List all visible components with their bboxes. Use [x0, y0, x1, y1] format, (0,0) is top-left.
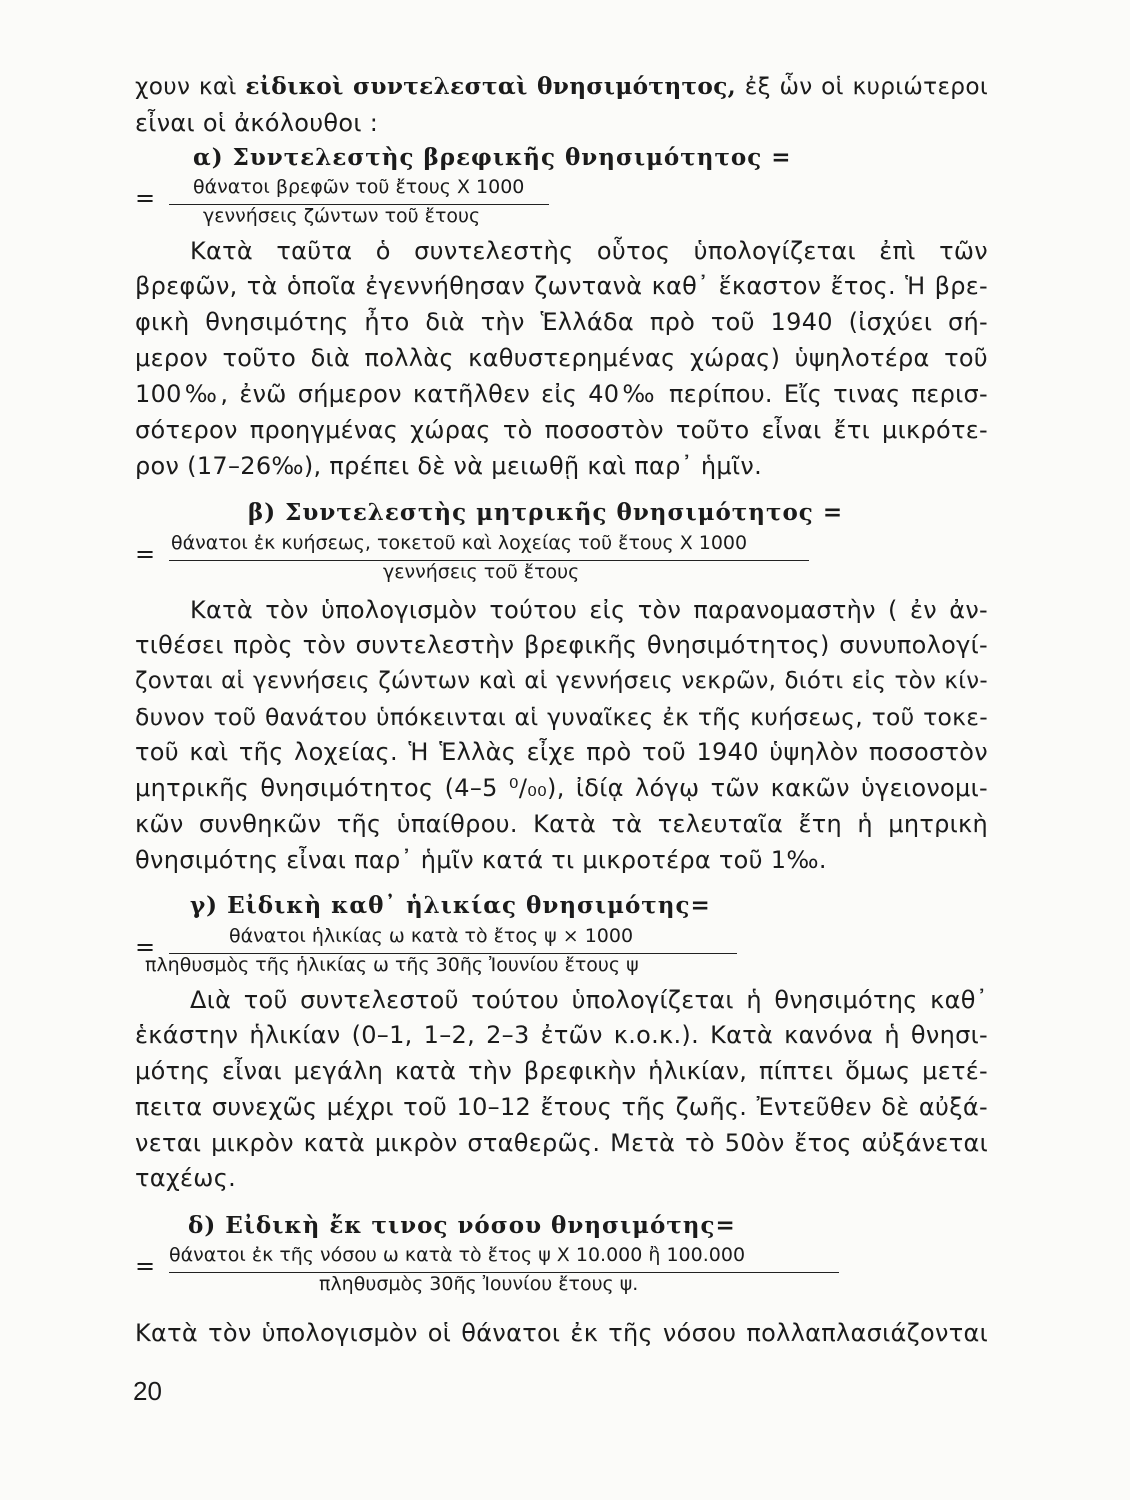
equals-sign: =	[135, 184, 156, 212]
paragraph-c-line: μότης εἶναι μεγάλη κατὰ τὴν βρεφικὴν ἡλικίαν, πίπτει ὅμως μετέ-	[135, 1057, 988, 1085]
formula-numerator: θάνατοι ἐκ τῆς νόσου ω κατὰ τὸ ἔτος ψ Χ 10.000 ἢ 100.000	[169, 1244, 746, 1266]
page-number: 20	[133, 1376, 162, 1406]
heading-maternal-mortality: β) Συντελεστὴς μητρικῆς θνησιμότητος =	[248, 499, 844, 526]
heading-disease-specific-mortality: δ) Εἰδικὴ ἔκ τινος νόσου θνησιμότης=	[188, 1212, 736, 1239]
paragraph-b-line: τοῦ καὶ τῆς λοχείας. Ἡ Ἑλλὰς εἶχε πρὸ τοῦ 1940 ὑψηλὸν ποσοστὸν	[135, 738, 988, 766]
paragraph-a-line: Κατὰ ταῦτα ὁ συντελεστὴς οὗτος ὑπολογίζεται ἐπὶ τῶν	[190, 237, 988, 265]
paragraph-a-line: φικὴ θνησιμότης ἦτο διὰ τὴν Ἑλλάδα πρὸ τοῦ 1940 (ἰσχύει σή-	[135, 308, 988, 336]
heading-infant-mortality: α) Συντελεστὴς βρεφικῆς θνησιμότητος =	[193, 144, 792, 171]
formula-infant-mortality	[135, 176, 555, 232]
formula-denominator: γεννήσεις τοῦ ἔτους	[383, 561, 580, 583]
formula-denominator: πληθυσμὸς τῆς ἡλικίας ω τῆς 30ῆς Ἰουνίου ἔτους ψ	[145, 954, 639, 976]
paragraph-a-line: βρεφῶν, τὰ ὁποῖα ἐγεννήθησαν ζωντανὰ καθ᾽ ἕκαστον ἔτος. Ἡ βρε-	[135, 272, 988, 300]
equals-sign: =	[135, 933, 156, 961]
formula-denominator: πληθυσμὸς 30ῆς Ἰουνίου ἔτους ψ.	[319, 1273, 639, 1295]
paragraph-b-line: κῶν συνθηκῶν τῆς ὑπαίθρου. Κατὰ τὰ τελευταῖα ἔτη ἡ μητρικὴ	[135, 810, 988, 838]
paragraph-a-line: μερον τοῦτο διὰ πολλὰς καθυστερημένας χώρας) ὑψηλοτέρα τοῦ	[135, 344, 988, 372]
formula-denominator: γεννήσεις ζώντων τοῦ ἔτους	[203, 205, 481, 227]
formula-disease-specific-mortality	[135, 1244, 855, 1300]
formula-numerator: θάνατοι βρεφῶν τοῦ ἔτους Χ 1000	[193, 176, 525, 198]
paragraph-a-line: ρον (17–26‰), πρέπει δὲ νὰ μειωθῇ καὶ παρ᾽ ἡμῖν.	[135, 452, 763, 480]
paragraph-c-line: νεται μικρὸν κατὰ μικρὸν σταθερῶς. Μετὰ τὸ 50ὸν ἔτος αὐξάνεται	[135, 1129, 988, 1157]
heading-age-specific-mortality: γ) Εἰδικὴ καθ᾽ ἡλικίας θνησιμότης=	[190, 892, 711, 919]
paragraph-c-line: ταχέως.	[135, 1164, 237, 1192]
formula-numerator: θάνατοι ἐκ κυήσεως, τοκετοῦ καὶ λοχείας τοῦ ἔτους Χ 1000	[171, 532, 748, 554]
paragraph-c-line: πειτα συνεχῶς μέχρι τοῦ 10–12 ἔτους τῆς ζωῆς. Ἐντεῦθεν δὲ αὐξά-	[135, 1093, 988, 1121]
intro-line-1: χουν καὶ εἰδικοὶ συντελεσταὶ θνησιμότητος, ἐξ ὧν οἱ κυριώτεροι	[135, 73, 988, 100]
paragraph-b-line: Κατὰ τὸν ὑπολογισμὸν τούτου εἰς τὸν παρανομαστὴν ( ἐν ἀν-	[190, 596, 988, 624]
equals-sign: =	[135, 540, 156, 568]
paragraph-a-line: σότερον προηγμένας χώρας τὸ ποσοστὸν τοῦτο εἶναι ἔτι μικρότε-	[135, 416, 988, 444]
formula-age-specific-mortality	[135, 925, 755, 981]
bold-term: εἰδικοὶ συντελεσταὶ θνησιμότητος,	[245, 73, 737, 100]
intro-line-2: εἶναι οἱ ἀκόλουθοι :	[135, 109, 379, 137]
equals-sign: =	[135, 1252, 156, 1280]
paragraph-b-line: ζονται αἱ γεννήσεις ζώντων καὶ αἱ γεννήσεις νεκρῶν, διότι εἰς τὸν κίν-	[135, 668, 988, 694]
paragraph-c-line: Διὰ τοῦ συντελεστοῦ τούτου ὑπολογίζεται ἡ θνησιμότης καθ᾽	[190, 986, 988, 1014]
paragraph-b-line: τιθέσει πρὸς τὸν συντελεστὴν βρεφικῆς θνησιμότητος) συνυπολογί-	[135, 631, 988, 659]
paragraph-b-line: δυνον τοῦ θανάτου ὑπόκεινται αἱ γυναῖκες ἐκ τῆς κυήσεως, τοῦ τοκε-	[135, 703, 988, 731]
paragraph-b-line: μητρικῆς θνησιμότητος (4–5 ⁰/₀₀), ἰδίᾳ λόγῳ τῶν κακῶν ὑγειονομι-	[135, 774, 988, 802]
paragraph-b-line: θνησιμότης εἶναι παρ᾽ ἡμῖν κατά τι μικροτέρα τοῦ 1‰.	[135, 846, 827, 874]
formula-maternal-mortality	[135, 532, 825, 588]
paragraph-d-line: Κατὰ τὸν ὑπολογισμὸν οἱ θάνατοι ἐκ τῆς νόσου πολλαπλασιάζονται	[135, 1319, 988, 1347]
paragraph-a-line: 100‰, ἐνῶ σήμερον κατῆλθεν εἰς 40‰ περίπου. Εἴς τινας περισ-	[135, 380, 988, 408]
paragraph-c-line: ἑκάστην ἡλικίαν (0–1, 1–2, 2–3 ἐτῶν κ.ο.κ.). Κατὰ κανόνα ἡ θνησι-	[135, 1021, 988, 1049]
formula-numerator: θάνατοι ἡλικίας ω κατὰ τὸ ἔτος ψ × 1000	[229, 925, 634, 947]
